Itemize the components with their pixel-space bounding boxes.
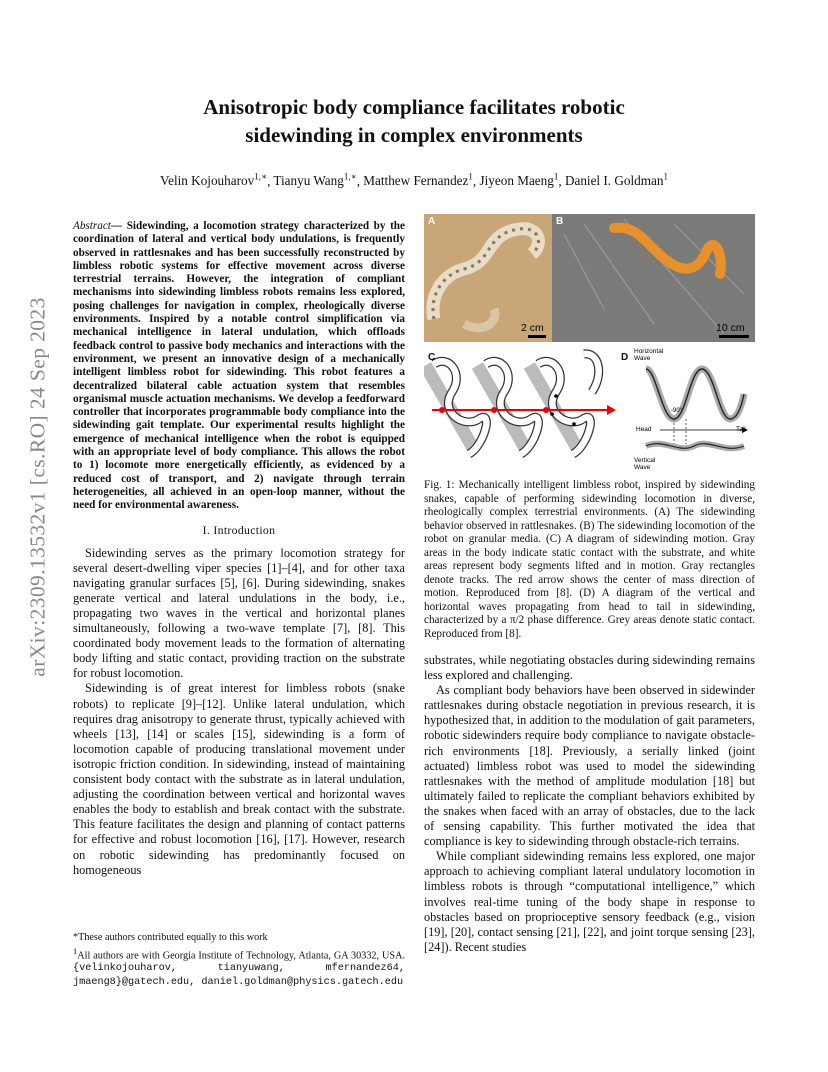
arxiv-side-label: arXiv:2309.13532v1 [cs.RO] 24 Sep 2023	[25, 297, 50, 677]
tail-label: Tail	[736, 426, 746, 433]
phase-label: -90°	[671, 408, 683, 414]
footnote-affiliation: $^1$All authors are with Georgia Institute of Technology, Atlanta, GA 30332, USA. {velinkojouharov, tianyuwang, mfernandez64, jmaeng8}@gatech.edu, daniel.goldman@physics.gatech.edu	[73, 945, 405, 988]
right-paragraph-3: While compliant sidewinding remains less explored, one major approach to achieving compliant lateral undulatory locomotion in limbless robots is through “computational intelligence,” which involves real-time tuning of the body shape in response to obstacles based on proprioceptive sensory feedback (e.g., vision [19], [20], contact sensing [21], [22], and joint torque sensing [23], [24]). Recent studies	[424, 849, 755, 954]
panel-c-diagram	[424, 354, 616, 455]
figure-graphic	[424, 214, 755, 476]
abstract-label: Abstract	[73, 220, 111, 232]
intro-paragraph-1: Sidewinding serves as the primary locomotion strategy for several desert-dwelling viper species [1]–[4], and for other taxa navigating granular surfaces [5], [6]. During sidewinding, snakes generate vertical and lateral undulations in the body, i.e., propagating two waves in the vertical and horizontal planes simultaneously, following a two-wave template [7], [8]. This coordinated body movement leads to the formation of alternating body lifting and static contact, providing traction on the substrate for robust locomotion.	[73, 545, 405, 681]
figure-1	[424, 214, 755, 476]
right-column	[424, 653, 755, 955]
left-column	[73, 220, 405, 878]
author: Jiyeon Maeng$^1$	[479, 172, 559, 189]
footnote-equal-contribution: *These authors contributed equally to this work	[73, 932, 268, 943]
abstract-text: — Sidewinding, a locomotion strategy characterized by the coordination of lateral and vertical body undulations, is frequently observed in rattlesnakes and has been successfully reconstructed by limbless robotic systems for effective movement across diverse terrestrial terrains. However, the integration of compliant mechanisms into sidewinding limbless robots remains less explored, posing challenges for navigation in complex, rheologically diverse environments. Inspired by a notable control simplification via mechanical intelligence in lateral undulation, which offloads feedback control to passive body mechanics and interactions with the environment, we present an innovative design of a mechanically intelligent limbless robot for sidewinding. This robot features a decentralized bilateral cable actuation system that resembles organismal muscle actuation mechanisms. We develop a feedforward controller that incorporates programmable body compliance into the sidewinding gait template. Our experimental results highlight the emergence of mechanical intelligence when the robot is equipped with an appropriate level of body compliance. This allows the robot to 1) locomote more energetically efficiently, as evidenced by a reduced cost of transport, and 2) navigate through terrain heterogeneities, all achieved in an open-loop manner, without the need for environmental awareness.	[73, 220, 405, 512]
right-paragraph-1: substrates, while negotiating obstacles during sidewinding remains less explored and challenging.	[424, 653, 755, 683]
panel-label-a: A	[428, 216, 436, 227]
vertical-wave-label: Vertical Wave	[634, 457, 656, 471]
panel-d-diagram	[646, 369, 748, 448]
title-line-1: Anisotropic body compliance facilitates robotic	[203, 95, 625, 119]
scale-bar-b: 10 cm	[716, 322, 745, 334]
author: Matthew Fernandez$^1$	[363, 172, 473, 189]
panel-label-b: B	[556, 216, 564, 227]
author: Velin Kojouharov$^{1,∗}$	[160, 172, 268, 189]
abstract	[73, 220, 405, 513]
horizontal-wave-label: Horizontal Wave	[634, 348, 664, 362]
footnote-emails: {velinkojouharov, tianyuwang, mfernandez64, jmaeng8}@gatech.edu, daniel.goldman@physics.gatech.edu	[73, 963, 405, 988]
panel-label-c: C	[428, 352, 436, 363]
intro-paragraph-2: Sidewinding is of great interest for limbless robots (snake robots) to replicate [9]–[12]. Unlike lateral undulation, which requires drag anisotropy to generate thrust, typically achieved with wheels [13], [14] or scales [15], sidewinding is a form of locomotion capable of producing translational movement under isotropic friction condition. In sidewinding, instead of maintaining consistent body contact with the substrate as in lateral undulation, adjusting the coordination between vertical and horizontal waves enables the body to establish and break contact with the substrate. This feature facilitates the design and planning of contact patterns for effective and robust locomotion [16], [17]. However, research on robotic sidewinding has predominantly focused on homogeneous	[73, 681, 405, 877]
section-heading: I. Introduction	[202, 522, 276, 537]
footnotes	[73, 932, 405, 989]
head-label: Head	[636, 426, 652, 433]
paper-title	[0, 93, 828, 149]
figure-caption: Fig. 1: Mechanically intelligent limbless robot, inspired by sidewinding snakes, capable of performing sidewinding locomotion in diverse, rheologically complex terrestrial environments. (A) The sidewinding behavior observed in rattlesnakes. (B) The sidewinding locomotion of the robot on granular media. (C) A diagram of sidewinding motion. Gray areas in the body indicate static contact with the substrate, and white areas represent body segments lifted and in motion. Gray rectangles denote tracks. The red arrow shows the center of mass direction of motion. Reproduced from [8]. (D) A diagram of the vertical and horizontal waves propagating from head to tail in sidewinding, characterized by a π/2 phase difference. Grey areas denote static contact. Reproduced from [8].	[424, 479, 755, 640]
author-list: Velin Kojouharov$^{1,∗}$, Tianyu Wang$^{1,∗}$, Matthew Fernandez$^1$, Jiyeon Maeng$^1$, Daniel I. Goldman$^1$	[160, 172, 668, 189]
author: Daniel I. Goldman$^1$	[564, 172, 668, 189]
panel-label-d: D	[621, 352, 629, 363]
author: Tianyu Wang$^{1,∗}$	[273, 172, 357, 189]
right-paragraph-2: As compliant body behaviors have been observed in sidewinder rattlesnakes during obstacle negotiation in previous research, it is hypothesized that, in addition to the modulation of gait parameters, robotic sidewinders require body compliance to navigate obstacle-rich environments [18]. Previously, a serially linked (joint actuated) limbless robot was used to model the sidewinding rattlesnakes with the method of amplitude modulation [18] but ultimately failed to replicate the compliant behaviors exhibited by the snakes when faced with an array of obstacles, due to the lack of sensing capability. This further motivated the idea that compliance is key to sidewinding through obstacle-rich terrains.	[424, 683, 755, 849]
title-line-2: sidewinding in complex environments	[245, 123, 583, 147]
scale-bar-a: 2 cm	[521, 322, 544, 334]
